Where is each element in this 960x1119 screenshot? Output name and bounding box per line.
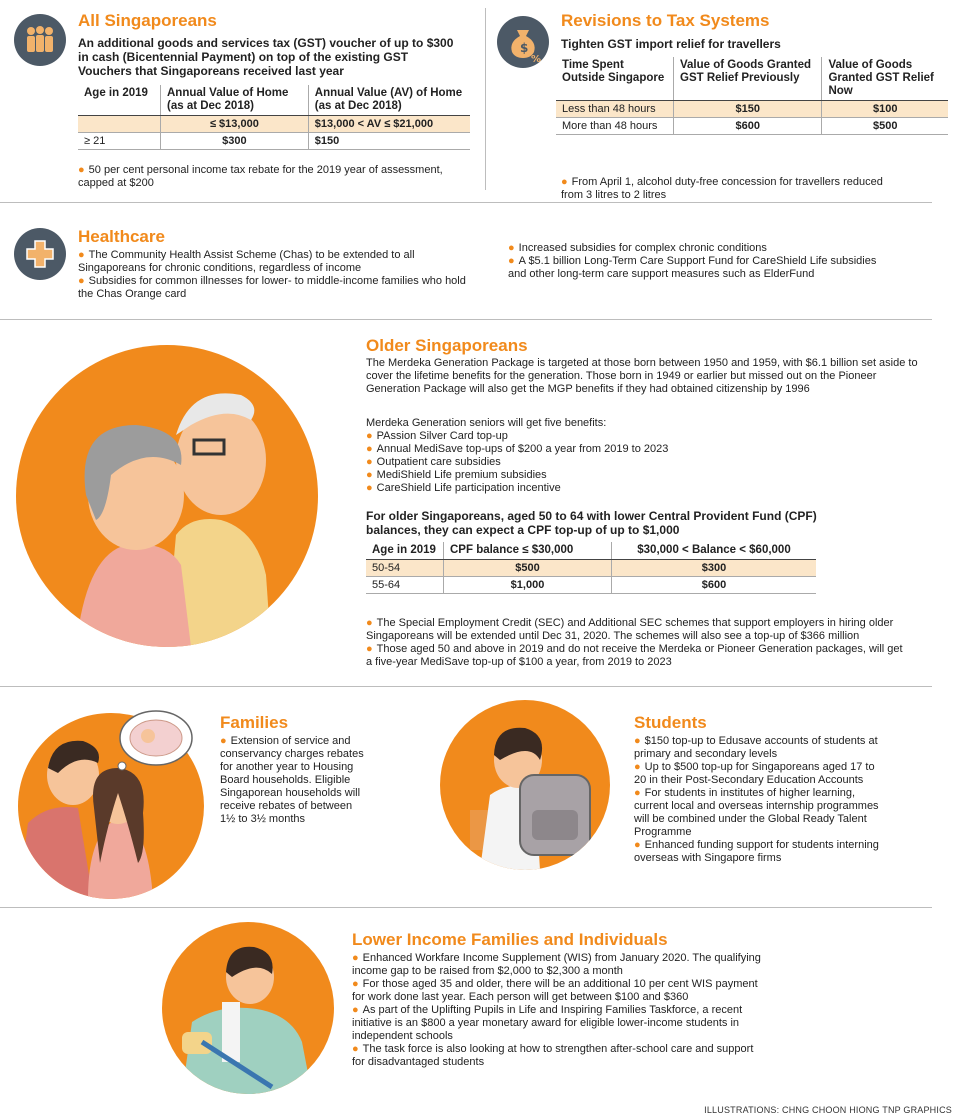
cpf-heading: For older Singaporeans, aged 50 to 64 with lower Central Provident Fund (CPF) balances, they can expect a CPF top-up of up to $1,000 [366, 509, 817, 537]
divider [0, 202, 932, 203]
table-cell: $600 [674, 118, 822, 135]
table-row [78, 133, 470, 150]
section-title-all-singaporeans: All Singaporeans [78, 11, 217, 30]
table-header-row [556, 57, 948, 101]
bullet-icon: ● [634, 839, 641, 851]
bullet-icon: ● [634, 787, 641, 799]
cpf-topup-table [366, 542, 816, 594]
worker-illustration [162, 922, 334, 1094]
list-item: ● Enhanced Workfare Income Supplement (WIS) from January 2020. The qualifying income gap to be raised from $2,000 to $2,300 a month [352, 952, 761, 977]
bullet-icon: ● [78, 249, 85, 261]
bullet-icon: ● [366, 617, 373, 629]
lower-income-list [352, 952, 762, 1069]
bullet-icon: ● [366, 643, 373, 655]
table-row [366, 560, 816, 577]
all-singaporeans-subtitle: An additional goods and services tax (GST) voucher of up to $300 in cash (Bicentennial Payment) on top of the existing GST Vouchers that Singaporeans received last year [78, 36, 454, 78]
list-item: ● For students in institutes of higher learning, current local and overseas internship programmes will be combined under the Global Ready Talent Programme [634, 787, 879, 838]
table-cell: 50-54 [366, 560, 444, 577]
list-item: ● A $5.1 billion Long-Term Care Support Fund for CareShield Life subsidies and other long-term care support measures such as ElderFund [508, 255, 877, 280]
bullet-icon: ● [366, 469, 373, 481]
bullet-icon: ● [78, 275, 85, 287]
list-item: ● CareShield Life participation incentive [366, 482, 561, 494]
table-cell: $1,000 [444, 577, 612, 594]
list-item: ● The Community Health Assist Scheme (Chas) to be extended to all Singaporeans for chronic conditions, regardless of income [78, 249, 415, 274]
table-header-row [78, 85, 470, 116]
bullet-icon: ● [352, 952, 359, 964]
list-item: ● Those aged 50 and above in 2019 and do not receive the Merdeka or Pioneer Generation packages, will get a five-year MediSave top-up of $100 a year, from 2019 to 2023 [366, 643, 903, 668]
tax-subtitle: Tighten GST import relief for travellers [561, 37, 781, 51]
tax-note: From April 1, alcohol duty-free concession for travellers reduced from 3 litres to 2 litres [561, 176, 883, 201]
table-cell: ≤ $13,000 [161, 116, 309, 133]
table-header: Age in 2019 [366, 542, 444, 560]
list-item: ● For those aged 35 and older, there will be an additional 10 per cent WIS payment for work done last year. Each person will get between $100 and $360 [352, 978, 758, 1003]
list-item [561, 176, 891, 202]
list-item: ● Up to $500 top-up for Singaporeans aged 17 to 20 in their Post-Secondary Education Accounts [634, 761, 875, 786]
bullet-icon: ● [508, 242, 515, 254]
table-header: Annual Value of Home (as at Dec 2018) [161, 85, 309, 116]
bullet-icon: ● [561, 176, 568, 188]
section-title-families: Families [220, 713, 289, 732]
people-icon [14, 14, 66, 66]
table-cell: More than 48 hours [556, 118, 674, 135]
bullet-icon: ● [508, 255, 515, 267]
table-header-row [366, 542, 816, 560]
table-header: $30,000 < Balance < $60,000 [612, 542, 817, 560]
table-header: Value of Goods Granted GST Relief Previously [674, 57, 822, 101]
older-notes-list [366, 617, 906, 669]
section-title-older-singaporeans: Older Singaporeans [366, 336, 528, 355]
table-cell [78, 116, 161, 133]
table-cell: $13,000 < AV ≤ $21,000 [308, 116, 470, 133]
money-bag-icon [497, 16, 549, 68]
table-cell: $150 [674, 101, 822, 118]
table-cell: 55-64 [366, 577, 444, 594]
list-item: ● MediShield Life premium subsidies [366, 469, 547, 481]
table-cell: $500 [822, 118, 948, 135]
all-singaporeans-note: 50 per cent personal income tax rebate for the 2019 year of assessment, capped at $200 [78, 164, 443, 189]
list-item [78, 164, 458, 190]
table-row [366, 577, 816, 594]
medical-cross-icon [14, 228, 66, 280]
list-item: ● Enhanced funding support for students interning overseas with Singapore firms [634, 839, 879, 864]
healthcare-right-list [508, 242, 893, 281]
list-item: ● Extension of service and conservancy charges rebates for another year to Housing Board households. Eligible Singaporean households will receive rebates of between 1½ to 3½ months [220, 735, 364, 825]
table-header: Annual Value (AV) of Home (as at Dec 2018) [308, 85, 470, 116]
bullet-icon: ● [366, 482, 373, 494]
bullet-icon: ● [366, 443, 373, 455]
svg-text:$: $ [520, 41, 529, 55]
divider [485, 8, 486, 190]
bullet-icon: ● [220, 735, 227, 747]
bullet-icon: ● [366, 430, 373, 442]
list-item: ● Increased subsidies for complex chronic conditions [508, 242, 767, 254]
divider [0, 907, 932, 908]
bullet-icon: ● [352, 1043, 359, 1055]
table-header: Time Spent Outside Singapore [556, 57, 674, 101]
students-list [634, 735, 884, 865]
list-item: ● Annual MediSave top-ups of $200 a year from 2019 to 2023 [366, 443, 669, 455]
section-title-students: Students [634, 713, 707, 732]
gst-voucher-table [78, 85, 470, 150]
list-item: ● PAssion Silver Card top-up [366, 430, 508, 442]
gst-relief-table [556, 57, 948, 135]
elderly-couple-illustration [16, 345, 318, 647]
table-cell: ≥ 21 [78, 133, 161, 150]
bullet-icon: ● [634, 761, 641, 773]
bullet-icon: ● [352, 1004, 359, 1016]
divider [0, 686, 932, 687]
table-header: Value of Goods Granted GST Relief Now [822, 57, 948, 101]
baby-thought-bubble-icon [112, 708, 194, 774]
section-title-lower-income: Lower Income Families and Individuals [352, 930, 668, 949]
merdeka-intro: The Merdeka Generation Package is targeted at those born between 1950 and 1959, with $6.1 billion set aside to cover the lifetime benefits for the generation. Those born in 1949 or earlier but missed out on the Pioneer Generation Package will also get the MGP benefits if they had obtained citizenship by 1996 [366, 357, 918, 395]
credit-line: ILLUSTRATIONS: CHNG CHOON HIONG TNP GRAPHICS [704, 1105, 952, 1115]
bullet-icon: ● [634, 735, 641, 747]
section-title-tax: Revisions to Tax Systems [561, 11, 770, 30]
table-cell: $600 [612, 577, 817, 594]
families-list [220, 735, 370, 826]
table-row [556, 101, 948, 118]
bullet-icon: ● [78, 164, 85, 176]
student-illustration [440, 700, 610, 870]
table-cell: $500 [444, 560, 612, 577]
bullet-icon: ● [366, 456, 373, 468]
list-item: ● The Special Employment Credit (SEC) and Additional SEC schemes that support employers in hiring older Singaporeans will be extended until Dec 31, 2020. The schemes will also see a top-up of $366 million [366, 617, 894, 642]
benefits-list [366, 430, 866, 495]
section-title-healthcare: Healthcare [78, 227, 165, 246]
list-item: ● $150 top-up to Edusave accounts of students at primary and secondary levels [634, 735, 878, 760]
list-item: ● Outpatient care subsidies [366, 456, 501, 468]
list-item: ● As part of the Uplifting Pupils in Life and Inspiring Families Taskforce, a recent initiative is an $800 a year monetary award for eligible lower-income students in independent schools [352, 1004, 743, 1042]
divider [0, 319, 932, 320]
table-cell: $150 [308, 133, 470, 150]
table-cell: $100 [822, 101, 948, 118]
list-item: ● The task force is also looking at how to strengthen after-school care and support for disadvantaged students [352, 1043, 754, 1068]
bullet-icon: ● [352, 978, 359, 990]
table-cell: Less than 48 hours [556, 101, 674, 118]
table-header: Age in 2019 [78, 85, 161, 116]
healthcare-left-list [78, 249, 483, 301]
benefits-intro: Merdeka Generation seniors will get five benefits: [366, 417, 607, 429]
table-row [556, 118, 948, 135]
svg-text:%: % [531, 54, 542, 65]
table-header: CPF balance ≤ $30,000 [444, 542, 612, 560]
list-item: ● Subsidies for common illnesses for lower- to middle-income families who hold the Chas Orange card [78, 275, 466, 300]
table-row [78, 116, 470, 133]
table-cell: $300 [612, 560, 817, 577]
table-cell: $300 [161, 133, 309, 150]
